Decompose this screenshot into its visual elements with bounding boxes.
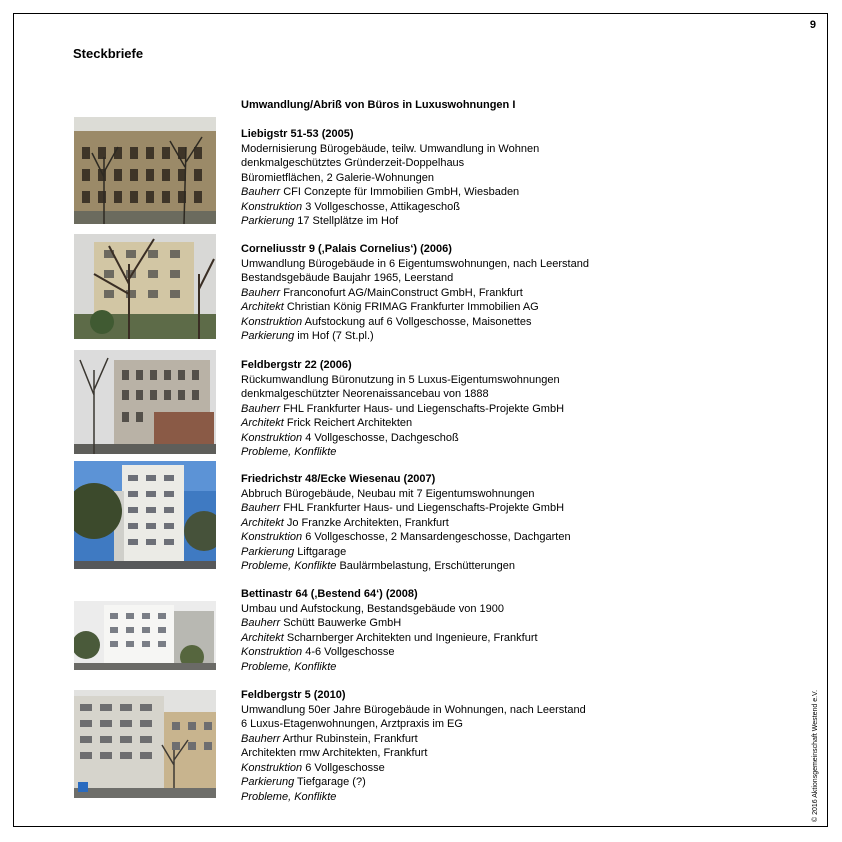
entry-line: Probleme, Konflikte Baulärmbelastung, Erschütterungen [241, 560, 515, 572]
photo-liebigstr [74, 117, 216, 224]
entry-line: Architekt Frick Reichert Architekten [241, 417, 413, 429]
entry-bettinastr [241, 587, 538, 674]
entry-line: Umbau und Aufstockung, Bestandsgebäude von 1900 [241, 602, 504, 615]
entry-line: Büromietflächen, 2 Galerie-Wohnungen [241, 171, 435, 184]
entry-line: Architekt Scharnberger Architekten und Ingenieure, Frankfurt [241, 631, 538, 644]
entry-line: Umwandlung 50er Jahre Bürogebäude in Wohnungen, nach Leerstand [241, 703, 586, 716]
section-heading: Umwandlung/Abriß von Büros in Luxuswohnungen I [241, 99, 516, 111]
entry-feldbergstr-22 [241, 358, 564, 460]
entry-line: Architekt Jo Franzke Architekten, Frankfurt [241, 516, 449, 529]
entry-corneliusstr [241, 242, 589, 344]
entry-line: Bauherr FHL Frankfurter Haus- und Liegenschafts-Projekte GmbH [241, 502, 565, 514]
entry-liebigstr [241, 127, 539, 229]
entry-line: Probleme, Konflikte [241, 790, 337, 803]
entry-line: Rückumwandlung Büronutzung in 5 Luxus-Eigentumswohnungen [241, 373, 560, 386]
entry-line: Bestandsgebäude Baujahr 1965, Leerstand [241, 272, 454, 284]
entry-line: Architekt Christian König FRIMAG Frankfurter Immobilien AG [241, 301, 539, 313]
entry-line: Konstruktion 6 Vollgeschosse [241, 761, 385, 774]
entry-friedrichstr [241, 472, 571, 574]
entry-line: Bauherr Franconofurt AG/MainConstruct GmbH, Frankfurt [241, 286, 523, 299]
entry-feldbergstr-5 [241, 688, 586, 804]
entry-line: denkmalgeschütztes Gründerzeit-Doppelhaus [241, 157, 465, 169]
entry-line: Bauherr Schütt Bauwerke GmbH [241, 617, 402, 629]
entry-line: Probleme, Konflikte [241, 446, 337, 458]
entry-line: Bauherr Arthur Rubinstein, Frankfurt [241, 732, 418, 745]
entry-line: Konstruktion 4 Vollgeschosse, Dachgeschoß [241, 431, 459, 444]
entry-title: Feldbergstr 22 (2006) [241, 359, 352, 371]
entry-title: Liebigstr 51-53 (2005) [241, 128, 354, 140]
photo-corneliusstr [74, 234, 216, 339]
entry-line: Konstruktion 6 Vollgeschosse, 2 Mansardengeschosse, Dachgarten [241, 531, 571, 543]
copyright-note: © 2016 Aktionsgemeinschaft Westend e.V. [812, 689, 819, 822]
photo-bettinastr [74, 601, 216, 670]
entry-line: denkmalgeschützter Neorenaissancebau von 1888 [241, 388, 489, 400]
entry-line: Parkierung Liftgarage [241, 545, 347, 558]
entry-line: Konstruktion 3 Vollgeschosse, Attikageschoß [241, 200, 460, 213]
entry-line: Probleme, Konflikte [241, 660, 337, 673]
entry-title: Feldbergstr 5 (2010) [241, 689, 346, 701]
entry-line: 6 Luxus-Etagenwohnungen, Arztpraxis im EG [241, 718, 463, 730]
entry-title: Bettinastr 64 (‚Bestend 64‘) (2008) [241, 588, 418, 600]
entry-line: Abbruch Bürogebäude, Neubau mit 7 Eigentumswohnungen [241, 487, 535, 500]
page-number: 9 [809, 19, 816, 31]
entry-line: Parkierung 17 Stellplätze im Hof [241, 215, 399, 227]
entry-line: Bauherr FHL Frankfurter Haus- und Liegenschafts-Projekte GmbH [241, 402, 565, 415]
entry-line: Architekten rmw Architekten, Frankfurt [241, 747, 428, 759]
entry-title: Friedrichstr 48/Ecke Wiesenau (2007) [241, 473, 436, 485]
entry-line: Konstruktion 4-6 Vollgeschosse [241, 646, 395, 658]
entry-line: Umwandlung Bürogebäude in 6 Eigentumswohnungen, nach Leerstand [241, 257, 589, 270]
entry-line: Konstruktion Aufstockung auf 6 Vollgeschosse, Maisonettes [241, 315, 532, 328]
entry-title: Corneliusstr 9 (‚Palais Cornelius‘) (2006) [241, 243, 452, 255]
entry-line: Bauherr CFI Conzepte für Immobilien GmbH, Wiesbaden [241, 186, 520, 198]
photo-feldbergstr-22 [74, 350, 216, 454]
entry-line: Parkierung im Hof (7 St.pl.) [241, 330, 374, 342]
photo-feldbergstr-5 [74, 690, 216, 798]
entry-line: Parkierung Tiefgarage (?) [241, 776, 366, 788]
photo-friedrichstr [74, 461, 216, 569]
entry-line: Modernisierung Bürogebäude, teilw. Umwandlung in Wohnen [241, 142, 540, 155]
page-title: Steckbriefe [73, 46, 144, 61]
